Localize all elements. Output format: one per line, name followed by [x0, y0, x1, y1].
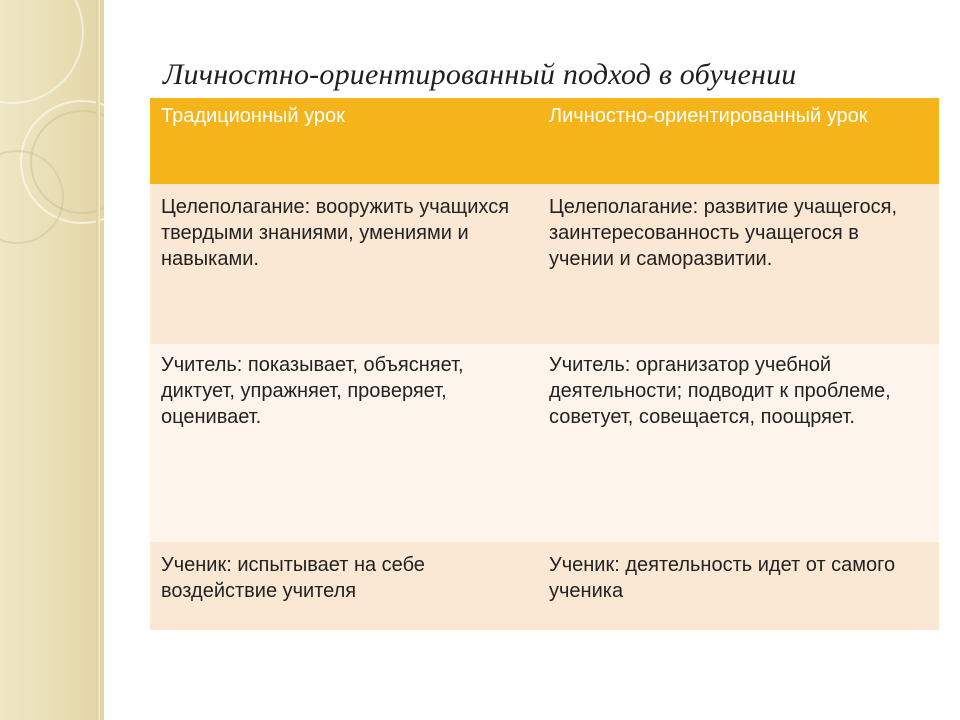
table-cell: Целеполагание: развитие учащегося, заинтересованность учащегося в учении и саморазвитии.	[549, 196, 898, 270]
table-cell: Ученик: деятельность идет от самого ученика	[549, 554, 896, 602]
table-cell: Учитель: организатор учебной деятельности; подводит к проблеме, советует, совещается, поощряет.	[549, 354, 891, 428]
sidebar-edge	[96, 0, 100, 720]
table-cell: Ученик: испытывает на себе воздействие учителя	[161, 554, 425, 602]
table-row	[150, 542, 939, 630]
header-traditional-lesson: Традиционный урок	[161, 105, 345, 127]
table-cell: Целеполагание: вооружить учащихся твердыми знаниями, умениями и навыками.	[161, 196, 510, 270]
decorative-sidebar	[0, 0, 104, 720]
slide-title: Личностно-ориентированный подход в обучении	[163, 58, 797, 91]
table-row	[150, 344, 939, 542]
table-row	[150, 184, 939, 344]
decorative-ring	[0, 0, 84, 104]
table-header-row	[150, 98, 939, 184]
header-personal-oriented-lesson: Личностно-ориентированный урок	[549, 105, 868, 127]
table-cell: Учитель: показывает, объясняет, диктует, упражняет, проверяет, оценивает.	[161, 354, 464, 428]
comparison-table	[150, 98, 939, 630]
